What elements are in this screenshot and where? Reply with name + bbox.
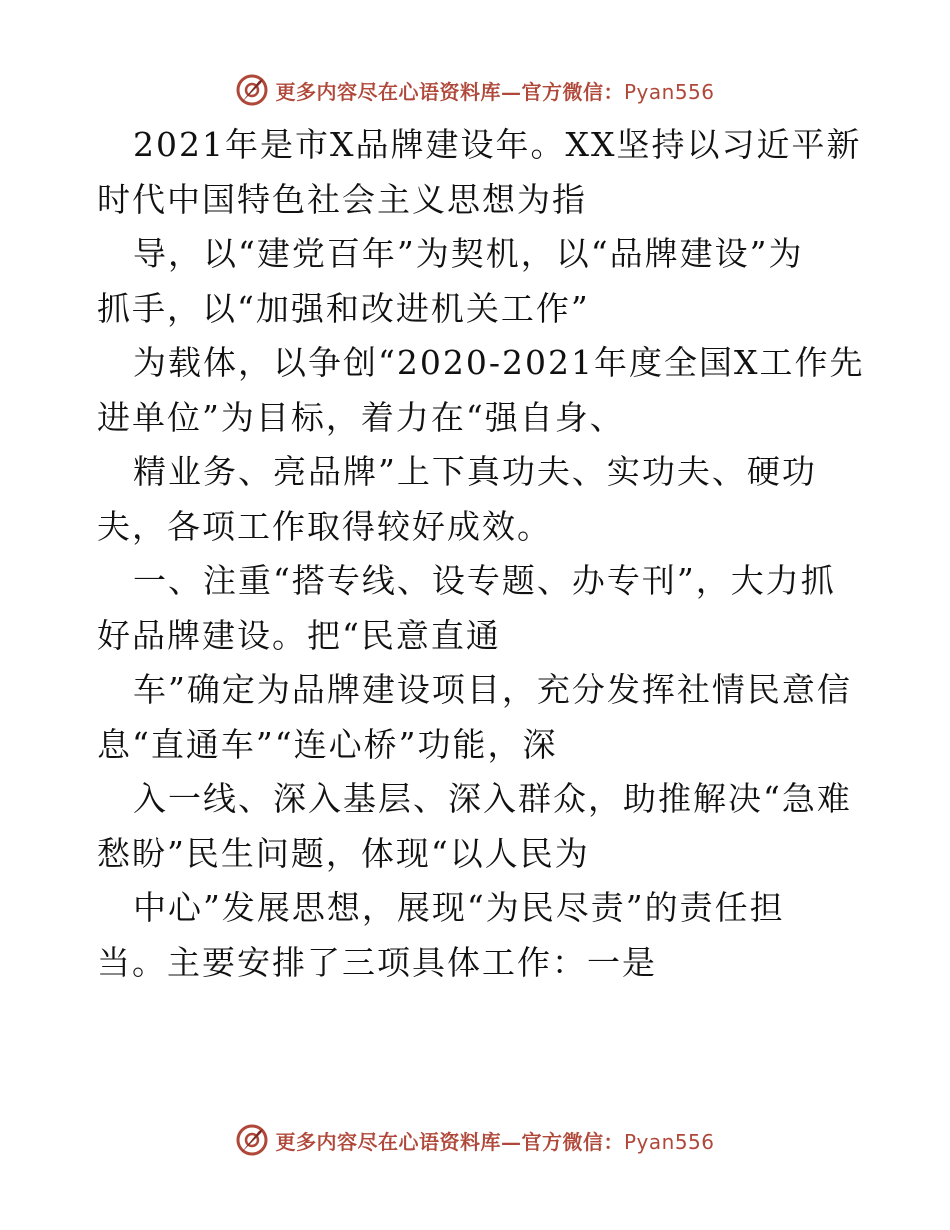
text-line: 好品牌建设。把“民意直通 [97, 615, 501, 655]
footer-watermark [0, 1120, 950, 1160]
text-line: 2021年是市X品牌建设年。XX坚持以习近平新 [133, 125, 862, 164]
text-line: 为载体，以争创“2020-2021年度全国X工作先 [133, 343, 865, 382]
text-line: 导，以“建党百年”为契机，以“品牌建设”为 [133, 234, 804, 273]
text-line: 中心”发展思想，展现“为民尽责”的责任担 [133, 888, 785, 927]
header-watermark [0, 70, 950, 110]
text-line: 夫，各项工作取得较好成效。 [97, 506, 552, 546]
text-line: 抓手，以“加强和改进机关工作” [97, 288, 590, 328]
watermark-wechat-id: Pyan556 [623, 79, 715, 104]
text-line: 当。主要安排了三项具体工作：一是 [97, 942, 657, 982]
watermark-text: 更多内容尽在心语资料库—官方微信：Pyan556 [275, 79, 715, 104]
watermark-wechat-id: Pyan556 [623, 1129, 715, 1154]
text-line: 息“直通车”“连心桥”功能，深 [97, 724, 558, 764]
quill-logo-icon [235, 1123, 269, 1157]
quill-logo-icon [235, 73, 269, 107]
text-line: 精业务、亮品牌”上下真功夫、实功夫、硬功 [133, 452, 817, 491]
document-body [97, 118, 865, 990]
text-line: 愁盼”民生问题，体现“以人民为 [97, 833, 590, 873]
text-line: 一、注重“搭专线、设专题、办专刊”，大力抓 [133, 561, 836, 600]
text-line: 入一线、深入基层、深入群众，助推解决“急难 [133, 779, 852, 818]
text-line: 进单位”为目标，着力在“强自身、 [97, 397, 625, 437]
text-line: 车”确定为品牌建设项目，充分发挥社情民意信 [133, 670, 852, 709]
text-line: 时代中国特色社会主义思想为指 [97, 179, 587, 219]
watermark-text: 更多内容尽在心语资料库—官方微信：Pyan556 [275, 1129, 715, 1154]
